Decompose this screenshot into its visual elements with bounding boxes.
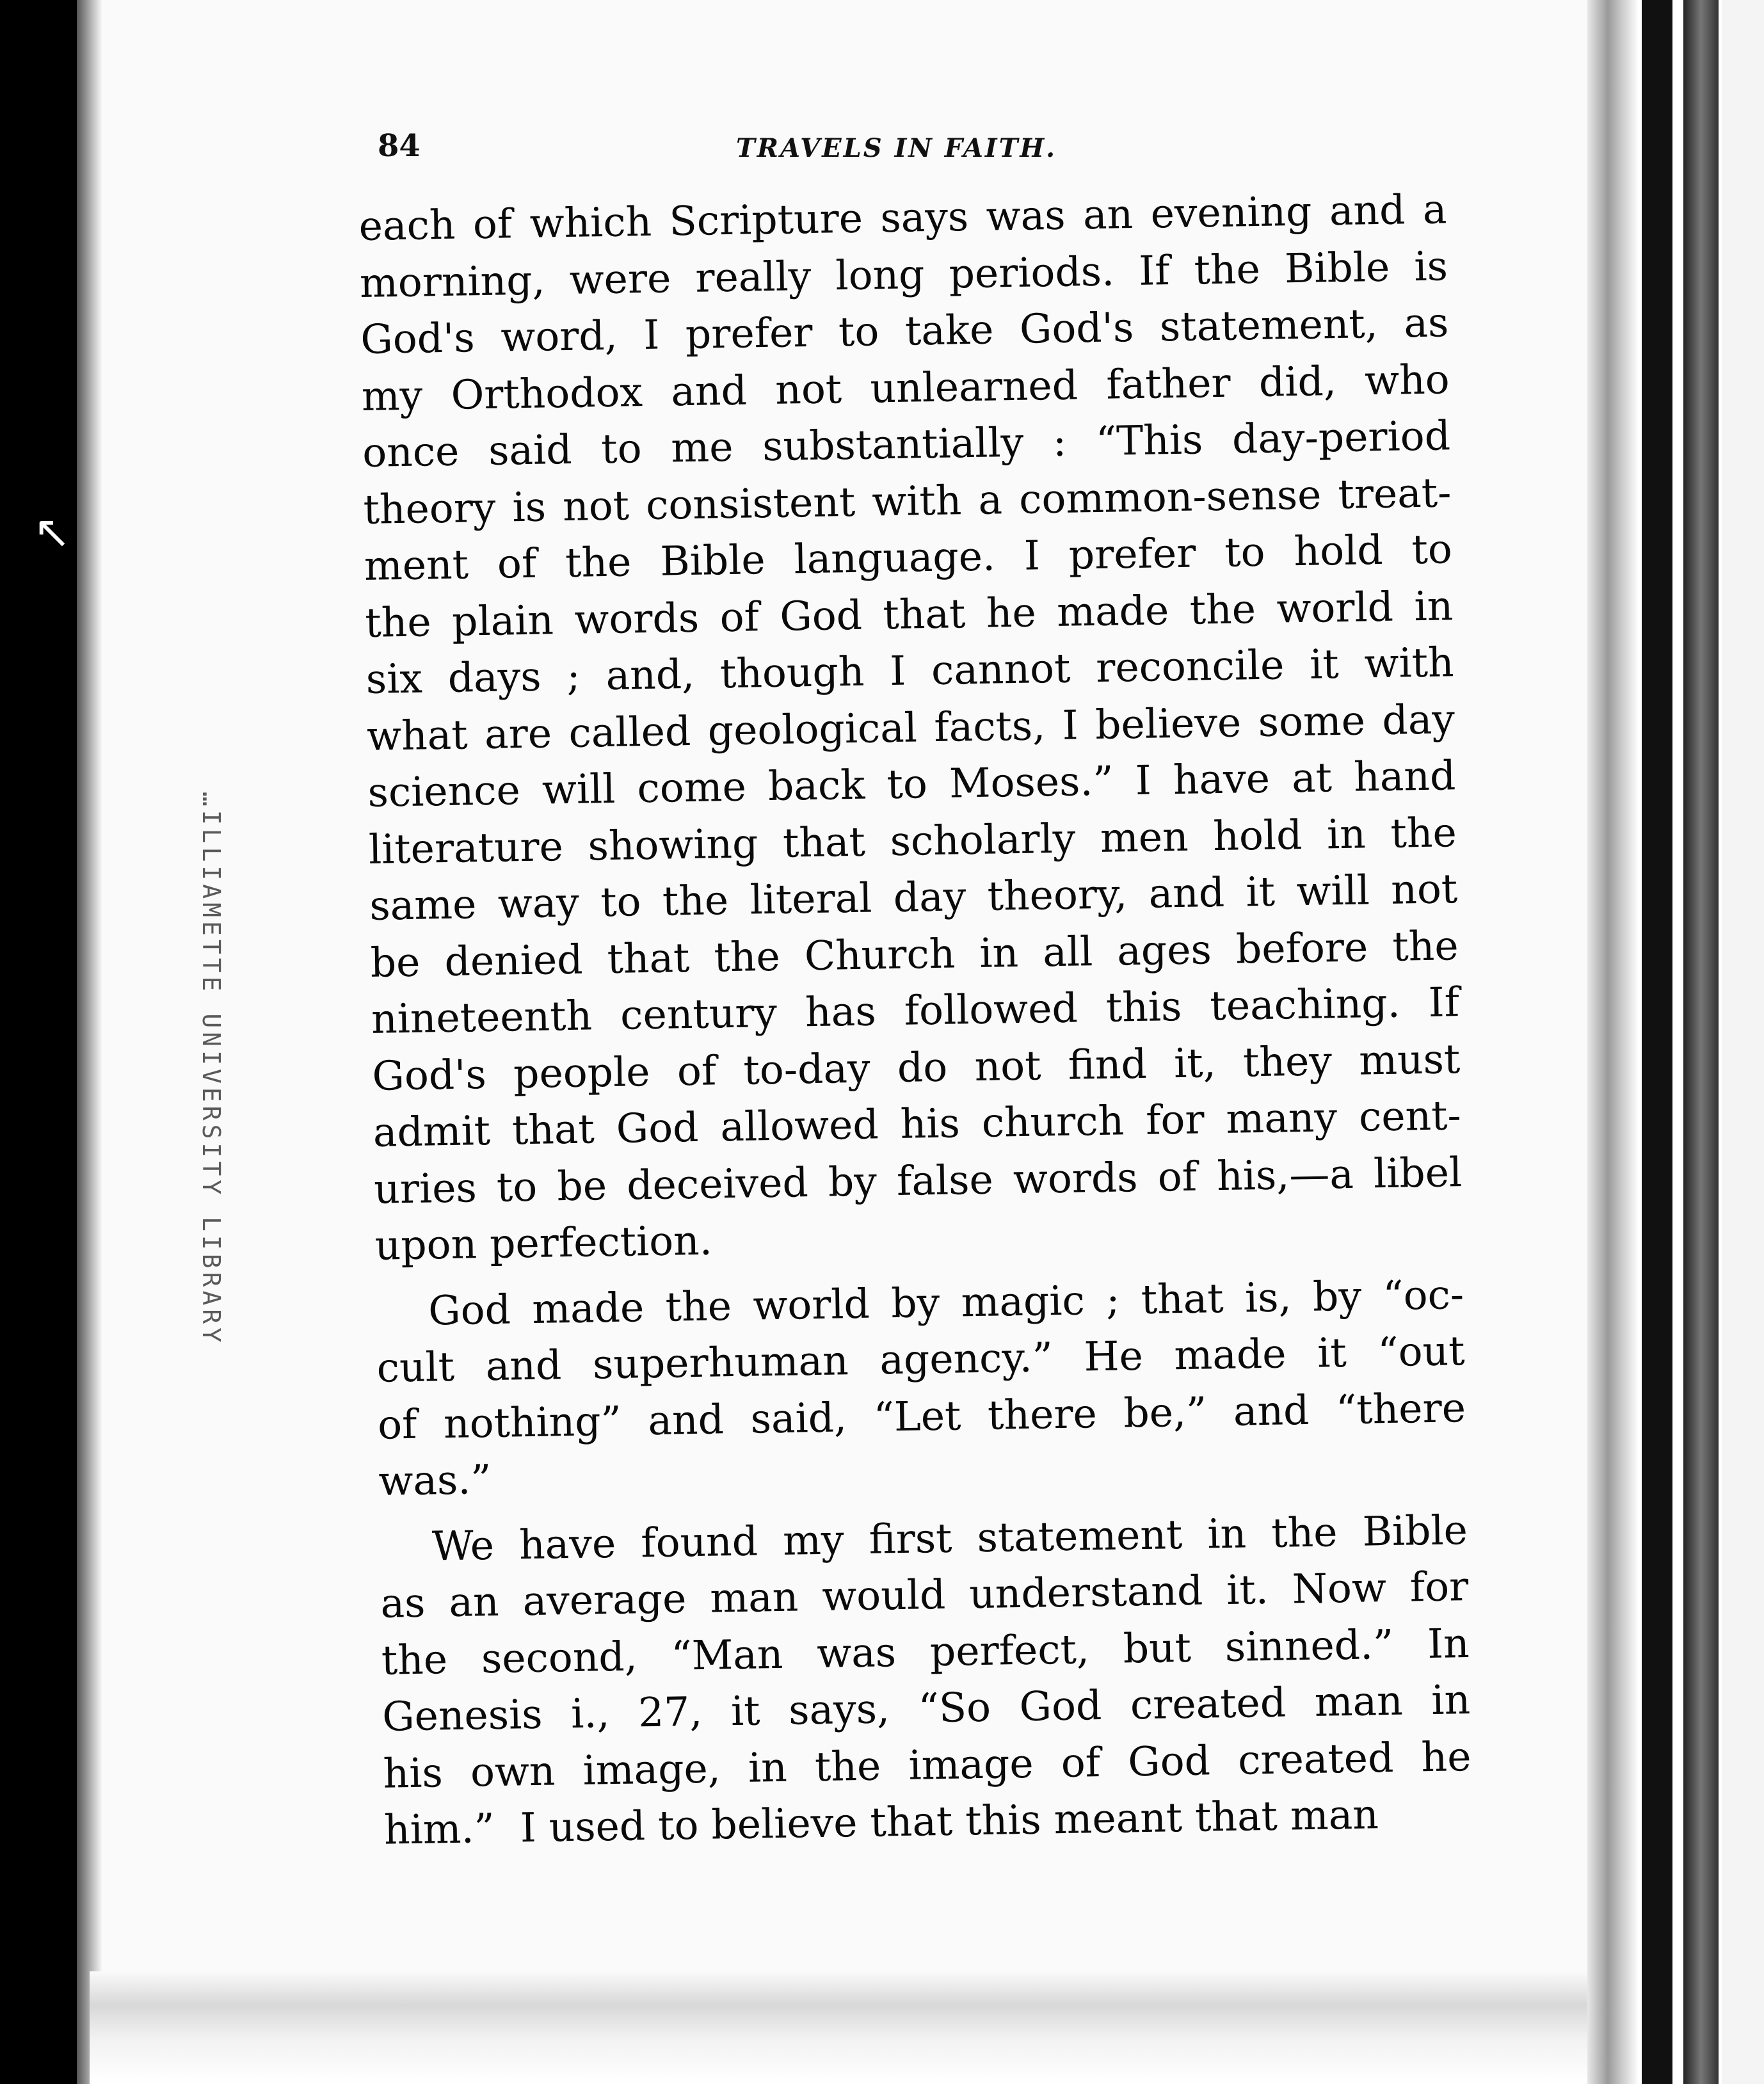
body-text (358, 181, 1473, 1859)
text-line: same way to the literal day theory, and it will not (369, 865, 1458, 929)
facing-page-edge (1683, 0, 1719, 2084)
scan-border-left (0, 0, 77, 2084)
margin-arrow-mark: ↖ (33, 506, 71, 558)
page-right-edge (1587, 0, 1639, 2084)
running-title: TRAVELS IN FAITH. (736, 133, 1057, 163)
text-line: cult and superhuman agency.” He made it “out (376, 1327, 1466, 1391)
text-line: once said to me substantially : “This day-period (362, 412, 1451, 476)
text-line: nineteenth century has followed this teaching. If (371, 979, 1460, 1043)
text-line: his own image, in the image of God created he (383, 1733, 1472, 1797)
text-line: six days ; and, though I cannot reconcile it with (365, 639, 1455, 703)
text-line: my Orthodox and not unlearned father did, who (361, 355, 1450, 420)
text-line: the second, “Man was perfect, but sinned.” In (381, 1619, 1470, 1684)
text-line: admit that God allowed his church for many cent- (373, 1092, 1462, 1156)
library-stamp-text: …ILLIAMETTE UNIVERSITY LIBRARY (197, 791, 225, 1347)
text-line: uries to be deceived by false words of his,—a libel (373, 1148, 1463, 1213)
text-line: the plain words of God that he made the world in (364, 582, 1454, 646)
text-line: science will come back to Moses.” I have at hand (367, 752, 1456, 816)
text-line: what are called geological facts, I believe some day (366, 695, 1455, 760)
text-line: God's word, I prefer to take God's statement, as (360, 299, 1449, 363)
page-bottom-edge (90, 1971, 1619, 2084)
page-header (378, 128, 1427, 173)
text-line: as an average man would understand it. Now for (380, 1563, 1469, 1627)
page-gutter-shadow (77, 0, 102, 2084)
library-stamp (192, 791, 230, 1347)
text-line: be denied that the Church in all ages before the (370, 922, 1459, 986)
text-line: literature showing that scholarly men hold in the (368, 808, 1457, 873)
text-line: God made the world by magic ; that is, by “oc- (428, 1270, 1464, 1334)
text-line: of nothing” and said, “Let there be,” and “there (377, 1384, 1466, 1448)
text-line: him.” I used to believe that this meant that man (383, 1791, 1379, 1854)
text-line: ment of the Bible language. I prefer to hold to (364, 525, 1453, 589)
text-line: God's people of to-day do not find it, they must (371, 1035, 1461, 1100)
paragraph (379, 1502, 1472, 1859)
text-line: was.” (378, 1455, 492, 1505)
text-line: We have found my first statement in the Bible (431, 1506, 1468, 1569)
paragraph (358, 181, 1463, 1274)
paragraph (376, 1267, 1467, 1511)
text-line: Genesis i., 27, it says, “So God created man in (381, 1676, 1471, 1740)
facing-page-sliver (1722, 0, 1764, 2084)
text-line: theory is not consistent with a common-sense treat- (363, 469, 1452, 533)
scan-border-right (1642, 0, 1672, 2084)
text-line: upon perfection. (374, 1217, 713, 1269)
text-line: each of which Scripture says was an evening and a (358, 186, 1447, 250)
page-number: 84 (378, 128, 421, 164)
text-line: morning, were really long periods. If the Bible is (359, 242, 1448, 307)
